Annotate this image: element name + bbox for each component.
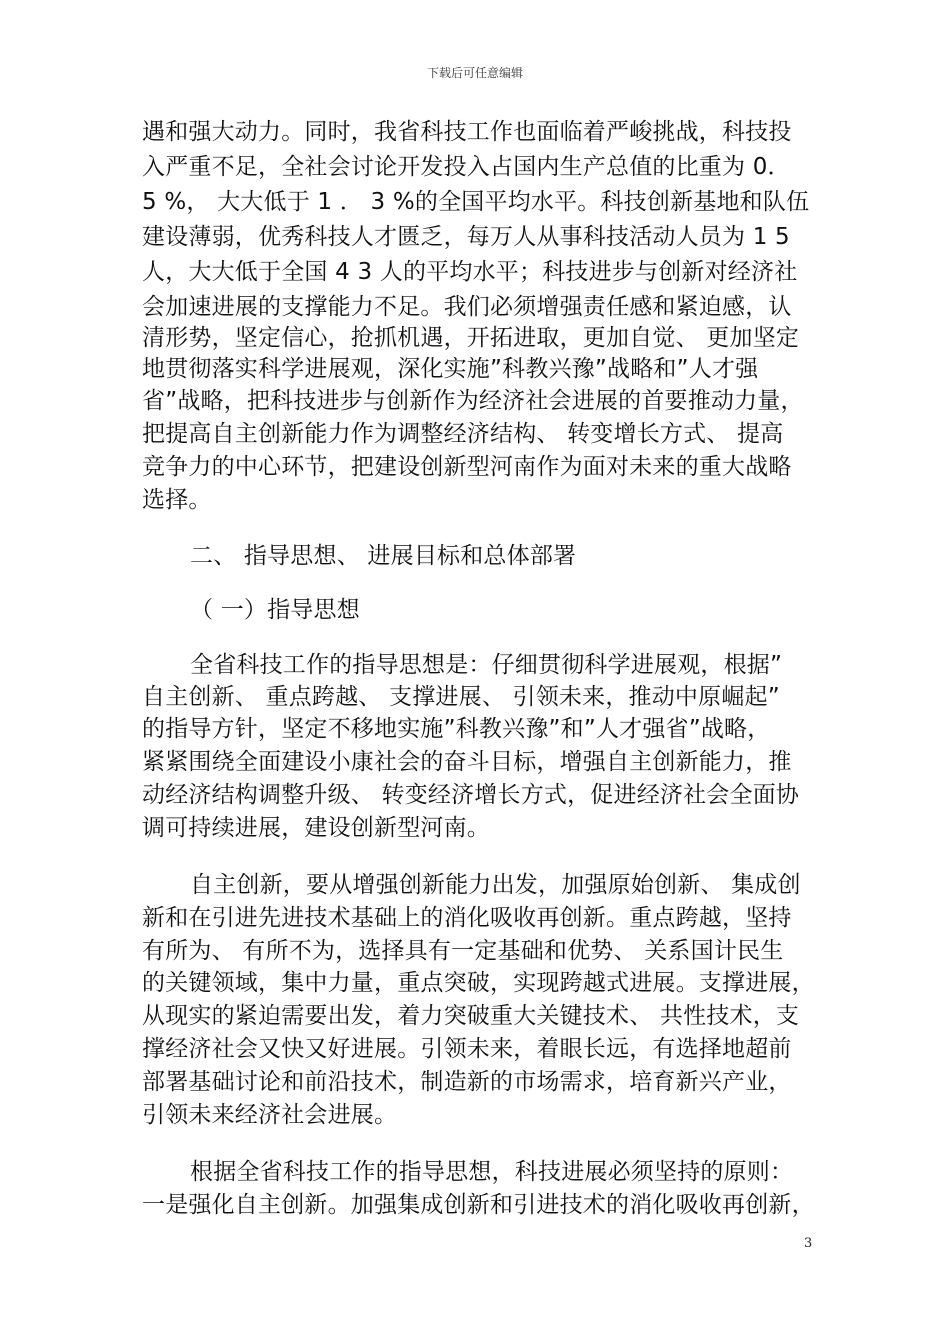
body-line: 选择。 (142, 487, 212, 513)
body-line: 5 %， 大大低于 1 ． 3 %的全国平均水平。科技创新基地和队伍 (142, 189, 810, 215)
body-line: 竞争力的中心环节，把建设创新型河南作为面对未来的重大战略 (142, 454, 792, 480)
body-line: 把提高自主创新能力作为调整经济结构、 转变增长方式、 提高 (142, 421, 784, 447)
body-line: 部署基础讨论和前沿技术，制造新的市场需求，培育新兴产业， (142, 1069, 792, 1095)
body-line: 地贯彻落实科学进展观，深化实施”科教兴豫”战略和”人才强 (142, 356, 759, 382)
body-line: 入严重不足，全社会讨论开发投入占国内生产总值的比重为 0． (142, 154, 791, 180)
body-line: 的指导方针，坚定不移地实施”科教兴豫”和”人才强省”战略， (142, 716, 771, 742)
body-line: 有所为、 有所不为，选择具有一定基础和优势、 关系国计民生 (142, 938, 784, 964)
body-line: 从现实的紧迫需要出发，着力突破重大关键技术、 共性技术，支 (142, 1003, 800, 1029)
body-line: 全省科技工作的指导思想是：仔细贯彻科学进展观，根据” (190, 652, 783, 678)
body-line: 一是强化自主创新。加强集成创新和引进技术的消化吸收再创新， (142, 1192, 815, 1218)
body-line: 清形势，坚定信心，抢抓机遇，开拓进取，更加自觉、 更加坚定 (142, 325, 800, 351)
body-line: 省”战略，把科技进步与创新作为经济社会进展的首要推动力量， (142, 388, 804, 414)
body-line: 人，大大低于全国 4 3 人的平均水平；科技进步与创新对经济社 (142, 259, 798, 285)
body-line: 自主创新、 重点跨越、 支撑进展、 引领未来，推动中原崛起” (142, 684, 780, 710)
body-line: 引领未来经济社会进展。 (142, 1102, 398, 1128)
section-heading: 二、 指导思想、 进展目标和总体部署 (190, 543, 577, 569)
body-line: 调可持续进展，建设创新型河南。 (142, 815, 490, 841)
page-number: 3 (804, 1236, 813, 1251)
page-header: 下载后可任意编辑 (426, 66, 523, 80)
body-line: 新和在引进先进技术基础上的消化吸收再创新。重点跨越，坚持 (142, 905, 792, 931)
body-line: 的关键领域，集中力量，重点突破，实现跨越式进展。支撑进展， (142, 970, 815, 996)
body-line: 会加速进展的支撑能力不足。我们必须增强责任感和紧迫感，认 (142, 294, 792, 320)
body-line: 遇和强大动力。同时，我省科技工作也面临着严峻挑战，科技投 (142, 119, 792, 145)
body-line: 建设薄弱，优秀科技人才匮乏，每万人从事科技活动人员为 1 5 (142, 224, 790, 250)
body-line: 根据全省科技工作的指导思想，科技进展必须坚持的原则： (190, 1159, 794, 1185)
body-line: 动经济结构调整升级、 转变经济增长方式，促进经济社会全面协 (142, 782, 800, 808)
body-line: 撑经济社会又快又好进展。引领未来，着眼长远，有选择地超前 (142, 1036, 792, 1062)
body-line: 自主创新，要从增强创新能力出发，加强原始创新、 集成创 (190, 872, 801, 898)
body-line: 紧紧围绕全面建设小康社会的奋斗目标，增强自主创新能力，推 (142, 749, 792, 775)
subsection-heading: （ 一）指导思想 (190, 597, 360, 623)
